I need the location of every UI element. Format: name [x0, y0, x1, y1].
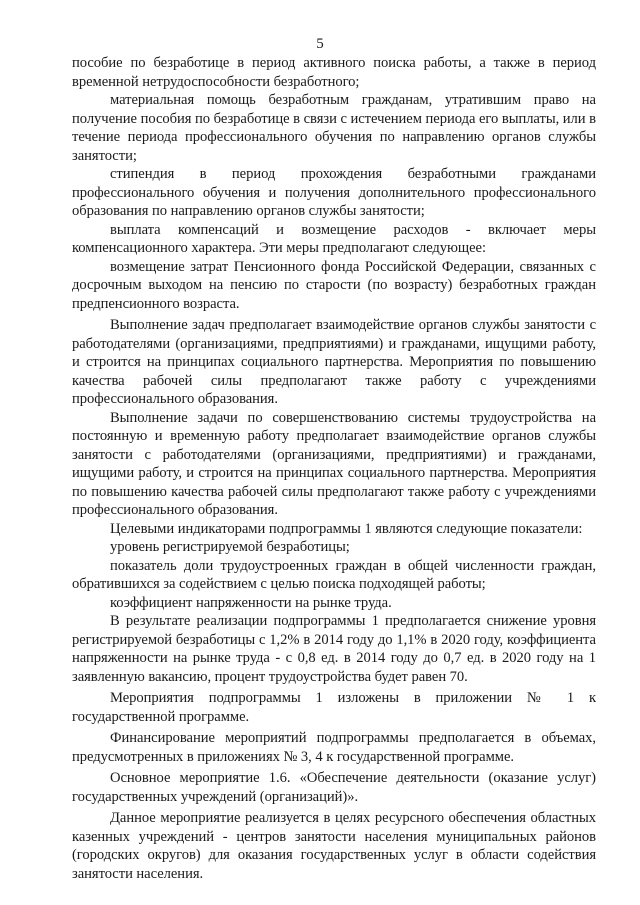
paragraph-indicator-employed-share: показатель доли трудоустроенных граждан в общей численности граждан, обратившихся за содействием с целью поиска подходящей работы; [72, 557, 596, 592]
paragraph-measures-annex: Мероприятия подпрограммы 1 изложены в приложении № 1 к государственной программе. [72, 690, 596, 725]
paragraph-material-assistance: материальная помощь безработным гражданам, утратившим право на получение пособия по безработице в связи с истечением периода его выплаты, или в течение периода профессионального обучения по направлению органов службы занятости; [72, 92, 596, 164]
paragraph-stipend: стипендия в период прохождения безработными гражданами профессионального обучения и получения дополнительного профессионального образования по направлению органов службы занятости; [72, 166, 596, 219]
paragraph-measure-purpose: Данное мероприятие реализуется в целях ресурсного обеспечения областных казенных учреждений - центров занятости населения муниципальных районов (городских округов) для оказания государственных услуг в области содействия занятости населения. [72, 810, 596, 882]
paragraph-indicator-unemployment-level: уровень регистрируемой безработицы; [110, 539, 350, 555]
paragraph-target-indicators: Целевыми индикаторами подпрограммы 1 являются следующие показатели: [110, 520, 583, 537]
document-body [72, 54, 596, 883]
paragraph-employment-system-improvement: Выполнение задачи по совершенствованию системы трудоустройства на постоянную и временную работу предполагает взаимодействие органов службы занятости с работодателями (организациями, предприятиями) и гражданами, ищущими работу, и строится на принципах социального партнерства. Мероприятия по повышению качества рабочей силы предполагают также работу с учреждениями профессионального образования. [72, 409, 596, 518]
paragraph-pension-fund-reimbursement: возмещение затрат Пенсионного фонда Российской Федерации, связанных с досрочным выходом на пенсию по старости (по возрасту) безработных граждан предпенсионного возраста. [72, 258, 596, 312]
paragraph-expected-results: В результате реализации подпрограммы 1 предполагается снижение уровня регистрируемой безработицы с 1,2% в 2014 году до 1,1% в 2020 году, коэффициента напряженности на рынке труда - с 0,8 ед. в 2014 году до 0,7 ед. в 2020 году на 1 заявленную вакансию, процент трудоустройства будет равен 70. [72, 613, 596, 685]
paragraph-main-measure: Основное мероприятие 1.6. «Обеспечение деятельности (оказание услуг) государственных учреждений (организаций)». [72, 770, 596, 805]
paragraph-task-execution: Выполнение задач предполагает взаимодействие органов службы занятости с работодателями (организациями, предприятиями) и гражданами, ищущими работу, и строится на принципах социального партнерства. Мероприятия по повышению качества рабочей силы предполагают также работу с учреждениями профессионального образования. [72, 317, 596, 407]
paragraph-indicator-tension-coefficient: коэффициент напряженности на рынке труда. [110, 594, 392, 611]
page-number: 5 [316, 36, 324, 52]
paragraph-compensation-payment: выплата компенсаций и возмещение расходов - включает меры компенсационного характера. Эти меры предполагают следующее: [72, 221, 596, 256]
paragraph-unemployment-benefit: пособие по безработице в период активного поиска работы, а также в период временной нетрудоспособности безработного; [72, 55, 596, 90]
paragraph-financing: Финансирование мероприятий подпрограммы предполагается в объемах, предусмотренных в приложениях № 3, 4 к государственной программе. [72, 730, 596, 765]
